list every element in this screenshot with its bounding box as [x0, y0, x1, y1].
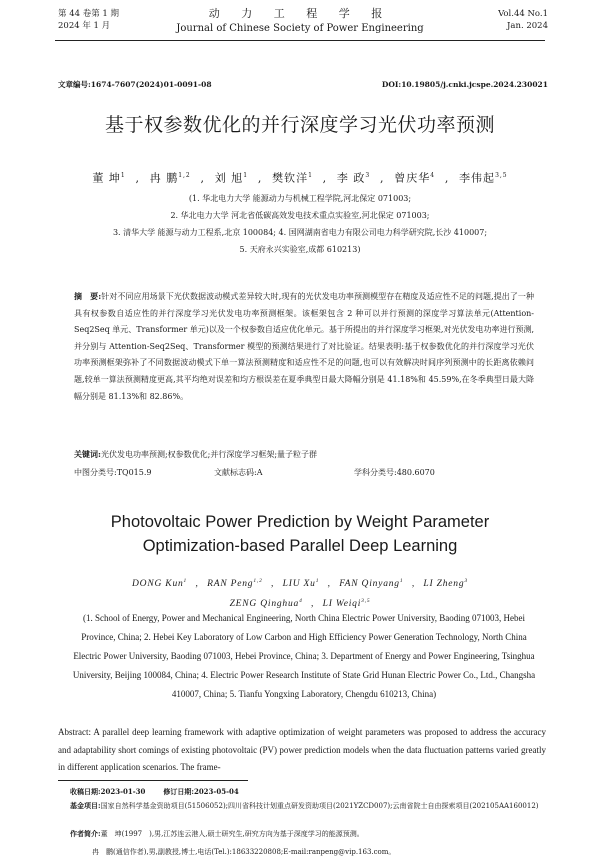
author-affiliation-mark: 1: [243, 172, 249, 179]
paper-title-en: [0, 510, 600, 558]
author-bio-label: 作者简介:: [70, 829, 101, 838]
affiliation-cn-line: 5. 天府永兴实验室,成都 610213): [239, 245, 361, 254]
author-affiliation-mark: 4: [299, 598, 303, 605]
title-en-line-2: Optimization-based Parallel Deep Learning: [142, 537, 458, 555]
volume-cn: 第 44 卷第 1 期: [58, 9, 120, 19]
author-name: 李伟起: [459, 171, 496, 185]
author-name: LIU Xu: [282, 579, 316, 590]
received-date: 收稿日期:2023-01-30: [70, 787, 146, 796]
subject-code: 学科分类号:480.6070: [354, 468, 435, 477]
author-affiliation-mark: 3,5: [361, 598, 371, 605]
affiliation-cn-line: 3. 清华大学 能源与动力工程系,北京 100084; 4. 国网湖南省电力有限公司电力科学研究院,长沙 410007;: [112, 228, 488, 237]
affiliations-en: (1. School of Energy, Power and Mechanical Engineering, North China Electric Power University, Baoding 071003, Hebei Province, China; 2. Hebei Key Laboratory of Low Carbon and High Efficiency Power Generation Technology, North China Electric Power University, Baoding 071003, Hebei Province, China; 3. Department of Energy and Power Engineering, Tsinghua University, Beijing 100084, China; 4. Electric Power Research Institute of State Grid Hunan Electric Power Co., Ltd., Changsha 410007, China; 5. Tianfu Yongxing Laboratory, Chengdu 610213, China): [72, 613, 536, 699]
author-name: 刘 旭: [214, 171, 244, 185]
author-list-cn: 董 坤$^1$ , 冉 鹏$^{1,2}$ , 刘 旭$^1$ , 樊钦洋$^1$ , 李 政$^3$ , 曾庆华$^4$ , 李伟起$^{3,5}$: [92, 171, 508, 185]
author-name: ZENG Qinghua: [229, 599, 300, 610]
author-affiliation-mark: 1: [183, 578, 188, 584]
author-name: 李 政: [336, 171, 366, 185]
affiliation-cn-line: 2. 华北电力大学 河北省低碳高效发电技术重点实验室,河北保定 071003;: [170, 211, 430, 220]
author-name: 董 坤: [92, 171, 121, 185]
journal-name-en: Journal of Chinese Society of Power Engineering: [176, 23, 424, 34]
abstract-en: [58, 724, 546, 777]
header-right: [498, 8, 548, 32]
footnote-rule: [58, 780, 248, 781]
abstract-cn-text: 针对不同应用场景下光伏数据波动模式差异较大时,现有的光伏发电功率预测模型存在精度及适应性不足的问题,提出了一种具有权参数自适应性的并行深度学习光伏发电功率预测框架。该框架包含 2 种可以并行预测的深度学习算法单元(Attention-Seq2Seq 单元、Transformer 单元)以及一个权参数自适应优化单元。基于所提出的并行深度学习框架,对光伏发电功率进行预测,并分别与 Attention-Seq2Seq、Transformer 模型的预测结果进行了对比验证。结果表明:基于权参数优化的并行深度学习光伏功率预测框架弥补了不同数据波动模式下单一算法预测精度和适应性不足的问题,也可以有效解决时间序列预测中的长距离依赖问题,较单一算法预测精度更高,其平均绝对误差和均方根误差在夏季典型日最大降幅分别是 41.18%和 45.59%,在冬季典型日最大降幅分别是 81.13%和 82.86%。: [74, 292, 535, 401]
author-bio-text: 董 坤(1997 ),男,江苏连云港人,硕士研究生,研究方向为基于深度学习的能源预测。: [100, 830, 364, 838]
keywords-cn-text: 光伏发电功率预测;权参数优化;并行深度学习框架;量子粒子群: [100, 450, 318, 459]
author-affiliation-mark: 1: [315, 578, 320, 584]
clc-number: 中图分类号:TQ015.9: [74, 468, 152, 477]
footnote-author: [70, 828, 550, 840]
header-rule: [55, 40, 545, 41]
author-affiliation-mark: 1,2: [178, 172, 191, 179]
author-affiliation-mark: 3,5: [495, 172, 508, 179]
paper-title-cn: 基于权参数优化的并行深度学习光伏功率预测: [104, 114, 495, 136]
abstract-en-text: A parallel deep learning framework with adaptive optimization of weight parameters was proposed to address the accuracy and adaptability short comings of existing photovoltaic (PV) power prediction models when the data fluctuation patterns varied greatly in different application scenarios. The frame-: [58, 727, 546, 772]
footnote-corresponding: 冉 鹏(通信作者),男,副教授,博士,电话(Tel.):18633220808;E-mail:ranpeng@vip.163.com。: [92, 848, 396, 856]
document-code: 文献标志码:A: [214, 468, 263, 477]
author-list-en-line-1: DONG Kun$^1$ , RAN Peng$^{1,2}$ , LIU Xu$^1$ , FAN Qinyang$^1$ , LI Zheng$^3$: [132, 578, 468, 590]
date-en: Jan. 2024: [507, 21, 548, 31]
author-affiliation-mark: 1: [120, 172, 126, 179]
author-list-en: [0, 573, 600, 613]
author-affiliation-mark: 1: [399, 578, 404, 584]
author-name: RAN Peng: [207, 579, 254, 590]
author-name: 樊钦洋: [272, 171, 309, 185]
keywords-cn-label: 关键词:: [74, 449, 101, 459]
author-affiliation-mark: 3: [464, 578, 468, 584]
affiliation-cn-line: (1. 华北电力大学 能源动力与机械工程学院,河北保定 071003;: [188, 194, 412, 203]
author-affiliation-mark: 3: [365, 172, 371, 179]
author-name: FAN Qinyang: [339, 579, 400, 590]
abstract-cn: [74, 288, 534, 405]
title-en-line-1: Photovoltaic Power Prediction by Weight Parameter: [110, 513, 490, 531]
footnote-fund: [70, 800, 550, 812]
journal-name-cn: 动 力 工 程 学 报: [208, 7, 392, 20]
affiliations-cn: [0, 190, 600, 258]
author-name: LI Zheng: [423, 579, 465, 590]
author-name: 冉 鹏: [149, 171, 179, 185]
abstract-cn-label: 摘 要:: [74, 291, 102, 301]
fund-label: 基金项目:: [70, 801, 101, 810]
classification-line: [74, 466, 534, 480]
revised-date: 修订日期:2023-05-04: [163, 787, 239, 796]
author-affiliation-mark: 1: [308, 172, 313, 179]
author-list-en-line-2: ZENG Qinghua$^4$ , LI Weiqi$^{3,5}$: [229, 598, 371, 610]
author-name: LI Weiqi: [322, 599, 362, 610]
keywords-cn: [74, 447, 534, 462]
author-name: DONG Kun: [132, 579, 184, 590]
footnote-dates: [70, 786, 550, 798]
author-name: 曾庆华: [394, 171, 431, 185]
author-affiliation-mark: 1,2: [253, 578, 263, 584]
article-number: 文章编号:1674-7607(2024)01-0091-08: [58, 80, 212, 89]
doi[interactable]: DOI:10.19805/j.cnki.jcspe.2024.230021: [381, 80, 548, 89]
abstract-en-label: Abstract:: [58, 727, 91, 737]
fund-text: 国家自然科学基金资助项目(51506052);四川省科技计划重点研发资助项目(2021YZCD007);云南省院士自由探索项目(202105AA160012): [100, 802, 539, 810]
author-affiliation-mark: 4: [430, 172, 436, 179]
volume-en: Vol.44 No.1: [498, 9, 548, 19]
date-cn: 2024 年 1 月: [58, 21, 111, 31]
